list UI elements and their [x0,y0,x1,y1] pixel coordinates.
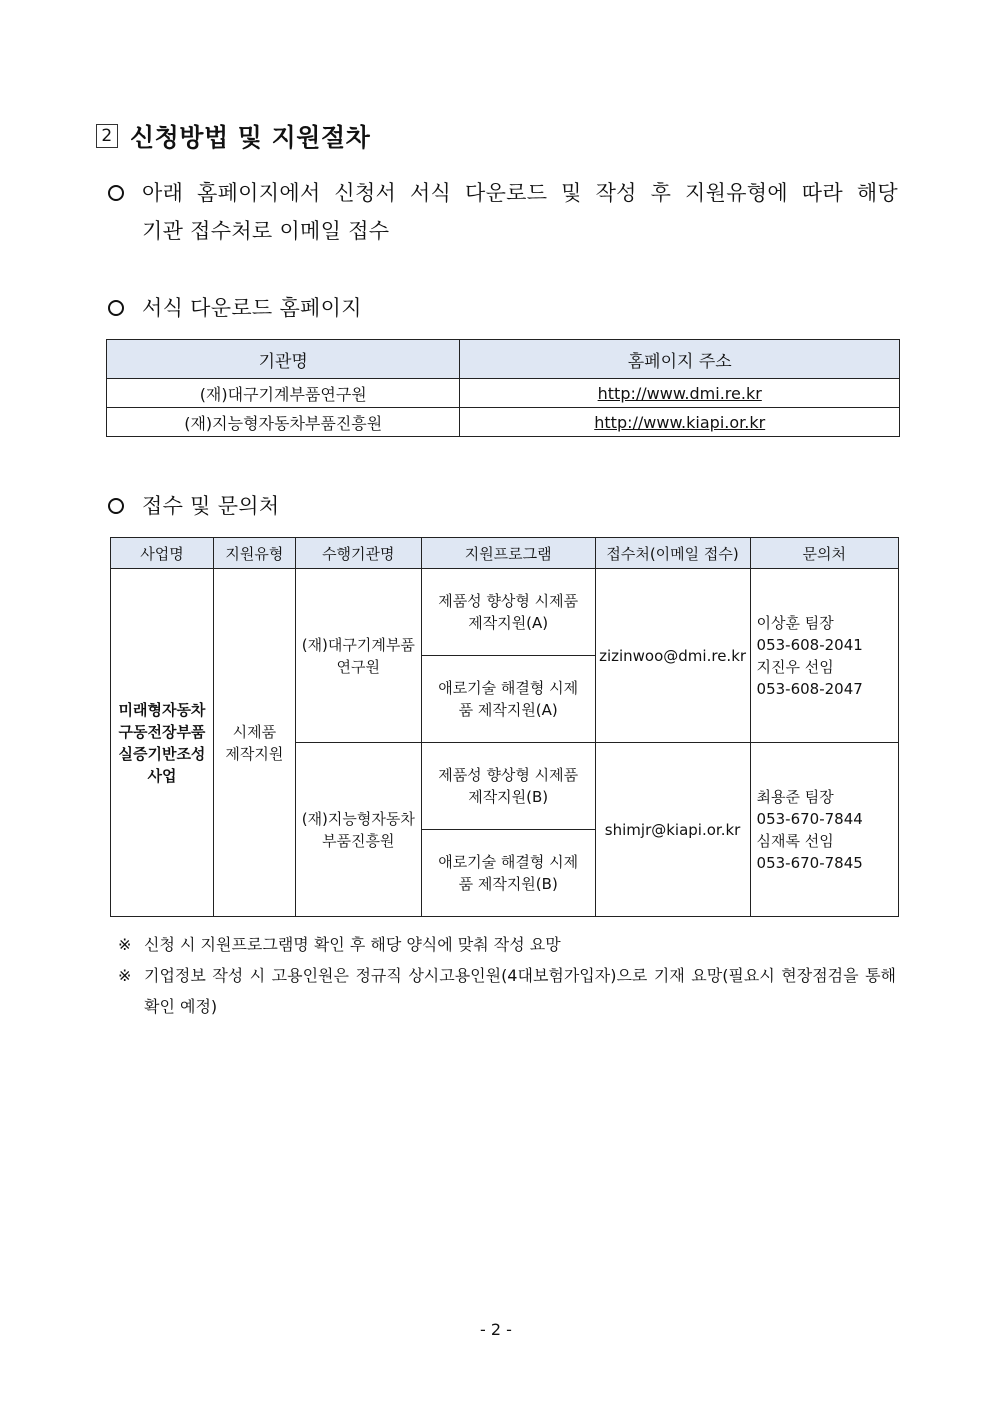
note-2-text: 기업정보 작성 시 고용인원은 정규직 상시고용인원(4대보험가입자)으로 기재 요망(필요시 현장점검을 통해 확인 예정) [144,966,896,1016]
header-type: 지원유형 [213,538,295,569]
circle-bullet-icon [108,185,124,201]
email-address: shimjr@kiapi.or.kr [595,743,750,917]
circle-bullet-icon [108,498,124,514]
header-email: 접수처(이메일 접수) [595,538,750,569]
reference-mark-icon: ※ [118,935,132,954]
business-name: 미래형자동차 구동전장부품 실증기반조성 사업 [111,569,214,917]
bullet-apply [108,174,898,250]
agency-name: (재)대구기계부품 연구원 [295,569,421,743]
program-name: 제품성 향상형 시제품 제작지원(A) [421,569,595,656]
header-business: 사업명 [111,538,214,569]
header-org: 기관명 [107,340,460,379]
program-name: 애로기술 해결형 시제품 제작지원(A) [421,656,595,743]
contact-persons: 최용준 팀장 053-670-7844 심재록 선임 053-670-7845 [750,743,898,917]
agency-name: (재)지능형자동차 부품진흥원 [295,743,421,917]
table-row [107,379,900,408]
section-title: 신청방법 및 지원절차 [130,123,371,152]
circle-bullet-icon [108,300,124,316]
bullet-contact [108,487,898,525]
contact-persons: 이상훈 팀장 053-608-2041 지진우 선임 053-608-2047 [750,569,898,743]
apply-text-line2: 기관 접수처로 이메일 접수 [142,219,390,243]
support-type: 시제품 제작지원 [213,569,295,917]
section-heading [96,118,370,154]
homepage-link[interactable]: http://www.kiapi.or.kr [594,412,766,432]
program-name: 애로기술 해결형 시제품 제작지원(B) [421,830,595,917]
contact-table [110,537,899,917]
page-number: - 2 - [480,1320,512,1339]
header-contact: 문의처 [750,538,898,569]
table-row [107,408,900,437]
table-row [111,569,899,656]
contact-title: 접수 및 문의처 [142,494,280,518]
bullet-download [108,289,898,327]
reference-mark-icon: ※ [118,966,132,985]
section-number: 2 [96,124,118,148]
org-name: (재)대구기계부품연구원 [107,379,460,408]
header-url: 홈페이지 주소 [460,340,900,379]
homepage-table [106,339,900,437]
header-agency: 수행기관명 [295,538,421,569]
homepage-link[interactable]: http://www.dmi.re.kr [597,383,762,403]
program-name: 제품성 향상형 시제품 제작지원(B) [421,743,595,830]
note-1 [118,929,896,960]
org-name: (재)지능형자동차부품진흥원 [107,408,460,437]
note-2 [118,960,896,1022]
header-program: 지원프로그램 [421,538,595,569]
email-address: zizinwoo@dmi.re.kr [595,569,750,743]
note-1-text: 신청 시 지원프로그램명 확인 후 해당 양식에 맞춰 작성 요망 [144,935,561,954]
apply-text-line1: 아래 홈페이지에서 신청서 서식 다운로드 및 작성 후 지원유형에 따라 해당 [142,181,898,205]
download-title: 서식 다운로드 홈페이지 [142,296,362,320]
